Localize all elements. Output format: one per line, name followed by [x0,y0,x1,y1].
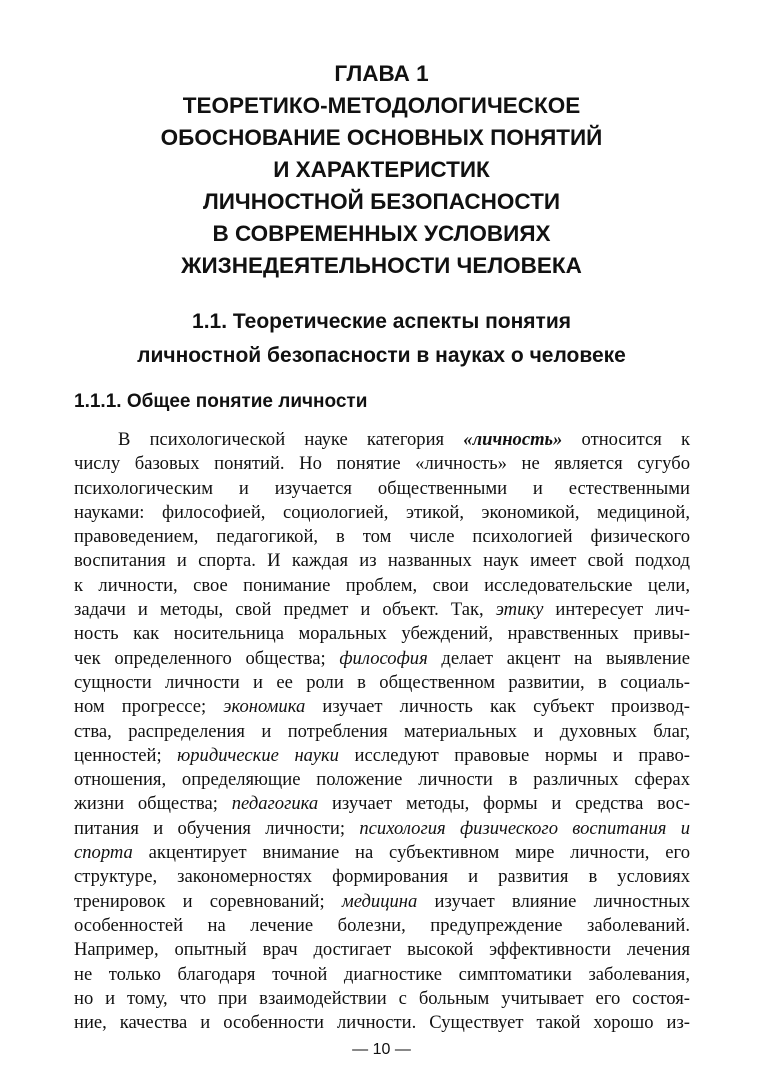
text-segment: питания и обучения личности; [74,817,360,839]
text-segment: числу базовых понятий. Но понятие «личность» не является сугубо [74,453,690,475]
text-line [74,890,690,914]
text-line [74,744,690,768]
text-segment: ние, качества и особенности личности. Существует такой хорошо из- [74,1012,690,1034]
text-segment: правоведением, педагогикой, в том числе психологией физического [74,526,690,548]
text-segment: чек определенного общества; [74,647,340,669]
text-line [74,549,690,573]
section-title-line: 1.1. Теоретические аспекты понятия [192,310,571,333]
subsection-heading: 1.1.1. Общее понятие личности [74,391,368,412]
text-line [74,598,690,622]
section-heading [60,305,703,373]
page-number: — 10 — [352,1041,411,1058]
text-segment: изучает влияние личностных [417,890,690,912]
text-segment: исследуют правовые нормы и право- [338,744,690,766]
text-segment: ность как носительница моральных убеждений, нравственных привы- [74,623,690,645]
text-line [74,452,690,476]
text-line [74,768,690,792]
text-segment: акцентирует внимание на субъективном мире личности, его [132,842,690,864]
text-line [74,914,690,938]
text-segment: изучает личность как субъект производ- [305,696,690,718]
chapter-title-line: ЖИЗНЕДЕЯТЕЛЬНОСТИ ЧЕЛОВЕКА [181,253,582,278]
emphasized-term: спорта [74,842,133,864]
emphasized-term: этику [495,599,544,621]
emphasized-term: экономика [223,696,306,718]
text-segment: науками: философией, социологией, этикой, экономикой, медициной, [74,501,690,523]
chapter-title-line: ТЕОРЕТИКО-МЕТОДОЛОГИЧЕСКОЕ [182,93,581,118]
text-segment: отношения, определяющие положение личности в различных сферах [74,769,690,791]
text-line [74,720,690,744]
text-segment: к личности, свое понимание проблем, свои исследовательские цели, [74,574,690,596]
body-paragraph [74,428,690,1035]
emphasized-term: педагогика [231,793,319,815]
text-segment: сущности личности и ее роли в общественном развитии, в социаль- [74,671,690,693]
text-line [74,647,690,671]
text-segment: жизни общества; [74,793,232,815]
text-segment: воспитания и спорта. И каждая из названных наук имеет свой подход [74,550,690,572]
text-line [74,938,690,962]
chapter-title-line: ЛИЧНОСТНОЙ БЕЗОПАСНОСТИ [202,189,561,214]
text-line [74,477,690,501]
text-line [74,865,690,889]
text-segment: структуре, закономерностях формирования и развития в условиях [74,866,690,888]
text-segment: тренировок и соревнований; [74,890,342,912]
text-line [74,525,690,549]
section-title-line: личностной безопасности в науках о человеке [137,344,626,367]
chapter-title-line: ОБОСНОВАНИЕ ОСНОВНЫХ ПОНЯТИЙ [160,125,603,150]
text-line [74,574,690,598]
text-line [74,671,690,695]
text-line [74,963,690,987]
emphasized-term: психология физического воспитания и [359,817,690,839]
text-line [74,817,690,841]
text-segment: делает акцент на выявление [427,647,690,669]
text-line [74,428,690,452]
chapter-heading [60,58,703,282]
text-segment: относится к [562,429,690,450]
text-segment: особенностей на лечение болезни, предупреждение заболеваний. [74,914,690,936]
text-segment: ценностей; [74,744,178,766]
emphasized-term: «личность» [463,429,563,450]
text-segment: психологическим и изучается общественными и естественными [74,477,690,499]
emphasized-term: медицина [341,890,418,912]
text-segment: изучает методы, формы и средства вос- [318,793,690,815]
text-line [74,1011,690,1035]
text-line [74,987,690,1011]
chapter-number: ГЛАВА 1 [334,61,429,86]
chapter-title-line: И ХАРАКТЕРИСТИК [273,157,490,182]
text-segment: интересует лич- [543,599,690,621]
text-segment: В психологической науке категория [118,429,464,450]
text-line [74,622,690,646]
text-segment: ства, распределения и потребления материальных и духовных благ, [74,720,690,742]
text-segment: не только благодаря точной диагностике симптоматики заболевания, [74,963,690,985]
text-line [74,501,690,525]
text-segment: ном прогрессе; [74,696,224,718]
text-segment: но и тому, что при взаимодействии с больным учитывает его состоя- [74,987,690,1009]
emphasized-term: юридические науки [177,744,339,766]
text-segment: Например, опытный врач достигает высокой эффективности лечения [74,939,690,961]
text-line [74,841,690,865]
chapter-title-line: В СОВРЕМЕННЫХ УСЛОВИЯХ [212,221,551,246]
emphasized-term: философия [339,647,428,669]
text-line [74,792,690,816]
text-segment: задачи и методы, свой предмет и объект. Так, [74,599,496,621]
text-line [74,695,690,719]
